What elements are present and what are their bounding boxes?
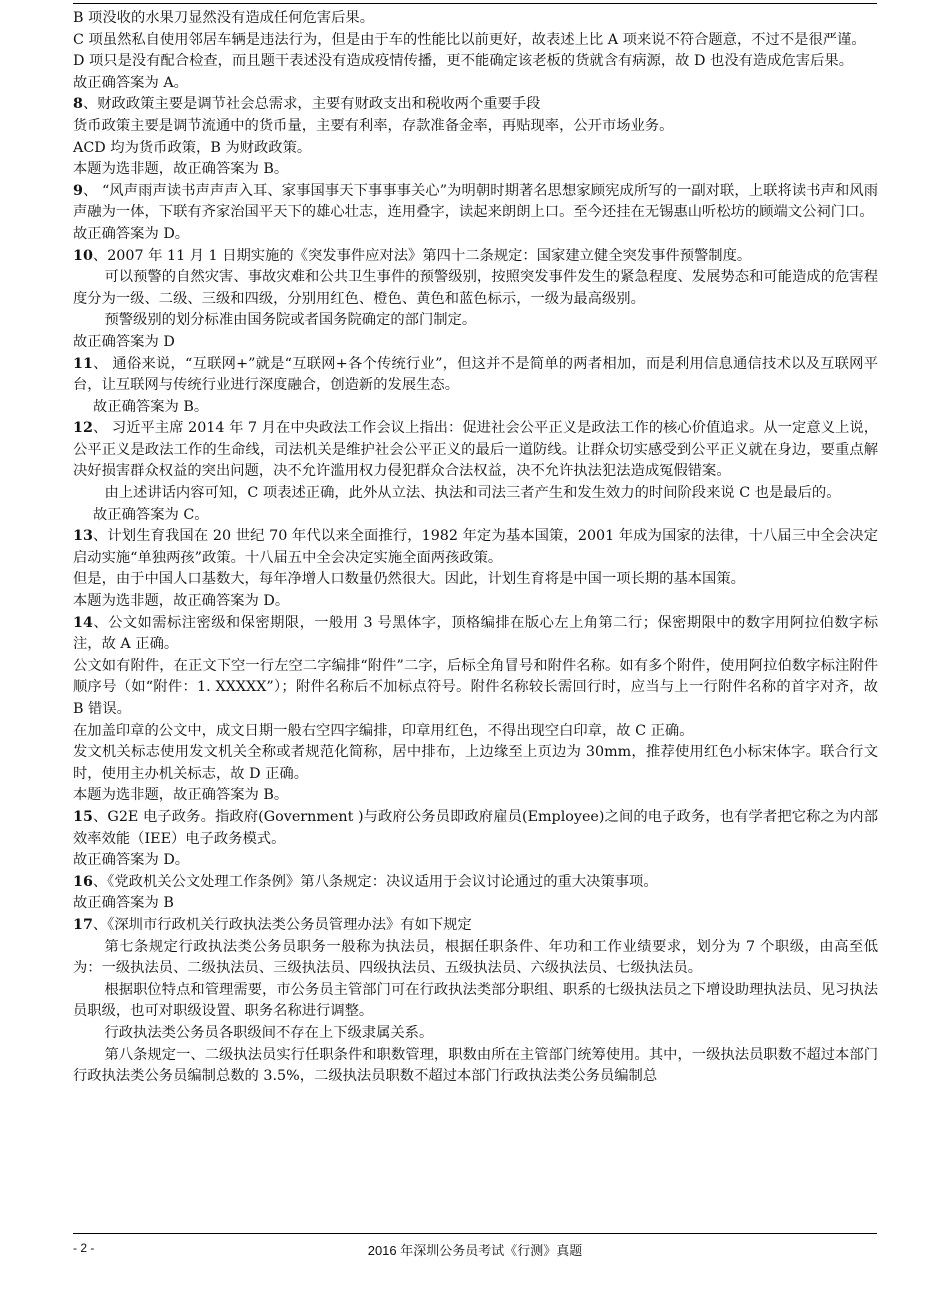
paragraph: 根据职位特点和管理需要，市公务员主管部门可在行政执法类部分职组、职系的七级执法员之下增设助理执法员、见习执法员职级，也可对职级设置、职务名称进行调整。 <box>73 981 878 1020</box>
question-11 <box>73 354 878 397</box>
question-text: 、2007 年 11 月 1 日期实施的《突发事件应对法》第四十二条规定：国家建立健全突发事件预警制度。 <box>92 247 752 264</box>
question-12 <box>73 418 878 483</box>
paragraph: 预警级别的划分标准由国务院或者国务院确定的部门制定。 <box>104 312 477 329</box>
question-number: 9 <box>73 182 83 199</box>
question-text: 、《党政机关公文处理工作条例》第八条规定：决议适用于会议讨论通过的重大决策事项。 <box>92 873 658 890</box>
footer-rule <box>73 1233 877 1234</box>
answer-line: 故正确答案为 B。 <box>93 398 209 415</box>
question-text: 、 通俗来说，“互联网+”就是“互联网+各个传统行业”，但这并不是简单的两者相加，而是利用信息通信技术以及互联网平台，让互联网与传统行业进行深度融合，创造新的发展生态。 <box>73 355 878 394</box>
question-number: 17 <box>73 916 93 933</box>
question-number: 11 <box>73 355 93 372</box>
question-text: 、 习近平主席 2014 年 7 月在中央政法工作会议上指出：促进社会公平正义是政法工作的核心价值追求。从一定意义上说，公平正义是政法工作的生命线，司法机关是维护社会公平正义的最后一道防线。让群众切实感受到公平正义就在身边，要重点解决好损害群众权益的突出问题，决不允许滥用权力侵犯群众合法权益，决不允许执法犯法造成冤假错案。 <box>73 420 878 480</box>
answer-line: 本题为选非题，故正确答案为 D。 <box>73 593 290 610</box>
paragraph: 第八条规定一、二级执法员实行任职条件和职数管理，职数由所在主管部门统筹使用。其中，一级执法员职数不超过本部门行政执法类公务员编制总数的 3.5%，二级执法员职数不超过本部门行政执法类公务员编制总 <box>73 1046 878 1085</box>
answer-line: 故正确答案为 B <box>73 895 174 912</box>
question-number: 10 <box>73 247 93 264</box>
question-number: 16 <box>73 873 93 890</box>
question-number: 8 <box>73 96 83 113</box>
answer-line: 故正确答案为 D <box>73 333 175 350</box>
question-8 <box>73 94 878 116</box>
paragraph: 由上述讲话内容可知，C 项表述正确，此外从立法、执法和司法三者产生和发生效力的时间阶段来说 C 也是最后的。 <box>104 485 841 502</box>
question-number: 12 <box>73 420 93 437</box>
paragraph: 发文机关标志使用发文机关全称或者规范化简称，居中排布，上边缘至上页边为 30mm，推荐使用红色小标宋体字。联合行文时，使用主办机关标志，故 D 正确。 <box>73 744 878 782</box>
paragraph: B 项没收的水果刀显然没有造成任何危害后果。 <box>73 10 374 26</box>
paragraph: 公文如有附件，在正文下空一行左空二字编排“附件”二字，后标全角冒号和附件名称。如有多个附件，使用阿拉伯数字标注附件顺序号（如“附件：1. XXXXX”）；附件名称后不加标点符号。附件名称较长需回行时，应当与上一行附件名称的首字对齐，故 B 错误。 <box>73 657 878 717</box>
footer-title: 2016 年深圳公务员考试《行测》真题 <box>367 1243 583 1258</box>
answer-line: 本题为选非题，故正确答案为 B。 <box>73 161 289 178</box>
question-15 <box>73 807 878 850</box>
paragraph: 货币政策主要是调节流通中的货币量，主要有利率，存款准备金率，再贴现率，公开市场业务。 <box>73 117 674 134</box>
question-number: 14 <box>73 614 93 631</box>
paragraph: 第七条规定行政执法类公务员职务一般称为执法员，根据任职条件、年功和工作业绩要求，划分为 7 个职级，由高至低为：一级执法员、二级执法员、三级执法员、四级执法员、五级执法员、六级执法员、七级执法员。 <box>73 938 878 977</box>
question-text: 、公文如需标注密级和保密期限，一般用 3 号黑体字，顶格编排在版心左上角第二行；保密期限中的数字用阿拉伯数字标注，故 A 正确。 <box>73 614 878 653</box>
question-14 <box>73 613 878 656</box>
question-text: 、财政政策主要是调节社会总需求，主要有财政支出和税收两个重要手段 <box>82 96 541 113</box>
answer-line: 故正确答案为 C。 <box>93 506 209 523</box>
paragraph: 行政执法类公务员各职级间不存在上下级隶属关系。 <box>104 1024 434 1041</box>
question-number: 15 <box>73 808 93 825</box>
paragraph: ACD 均为货币政策，B 为财政政策。 <box>73 139 312 156</box>
answer-line: 本题为选非题，故正确答案为 B。 <box>73 787 289 804</box>
header-rule <box>73 3 877 4</box>
answer-line: 故正确答案为 D。 <box>73 852 190 869</box>
question-13 <box>73 526 878 569</box>
question-text: 、《深圳市行政机关行政执法类公务员管理办法》有如下规定 <box>92 916 472 933</box>
paragraph: 可以预警的自然灾害、事故灾难和公共卫生事件的预警级别，按照突发事件发生的紧急程度、发展势态和可能造成的危害程度分为一级、二级、三级和四级，分别用红色、橙色、黄色和蓝色标示，一级为最高级别。 <box>73 269 878 307</box>
paragraph: 但是，由于中国人口基数大，每年净增人口数量仍然很大。因此，计划生育将是中国一项长期的基本国策。 <box>73 571 745 588</box>
paragraph: D 项只是没有配合检查，而且题干表述没有造成疫情传播，更不能确定该老板的货就含有病源，故 D 也没有造成危害后果。 <box>73 53 853 70</box>
answer-line: 故正确答案为 D。 <box>73 225 190 242</box>
question-text: 、G2E 电子政务。指政府(Government )与政府公务员即政府雇员(Employee)之间的电子政务，也有学者把它称之为内部效率效能（IEE）电子政务模式。 <box>73 808 878 847</box>
question-16 <box>73 872 878 894</box>
question-9 <box>73 181 878 224</box>
question-number: 13 <box>73 528 93 545</box>
document-body <box>73 8 878 1088</box>
question-text: 、 “风声雨声读书声声声入耳、家事国事天下事事事关心”为明朝时期著名思想家顾宪成所写的一副对联，上联将读书声和风雨声融为一体，下联有齐家治国平天下的雄心壮志，连用叠字，读起来朗朗上口。至今还挂在无锡惠山听松坊的顾端文公祠门口。 <box>73 182 878 221</box>
question-10 <box>73 246 878 268</box>
paragraph: C 项虽然私自使用邻居车辆是违法行为，但是由于车的性能比以前更好，故表述上比 A 项来说不符合题意，不过不是很严谨。 <box>73 31 866 48</box>
page-number: - 2 - <box>73 1241 95 1255</box>
question-17 <box>73 915 878 937</box>
paragraph: 在加盖印章的公文中，成文日期一般右空四字编排，印章用红色，不得出现空白印章，故 C 正确。 <box>73 722 694 739</box>
answer-line: 故正确答案为 A。 <box>73 74 188 91</box>
question-text: 、计划生育我国在 20 世纪 70 年代以来全面推行，1982 年定为基本国策，2001 年成为国家的法律，十八届三中全会决定启动实施“单独两孩”政策。十八届五中全会决定实施全面两孩政策。 <box>73 528 878 566</box>
